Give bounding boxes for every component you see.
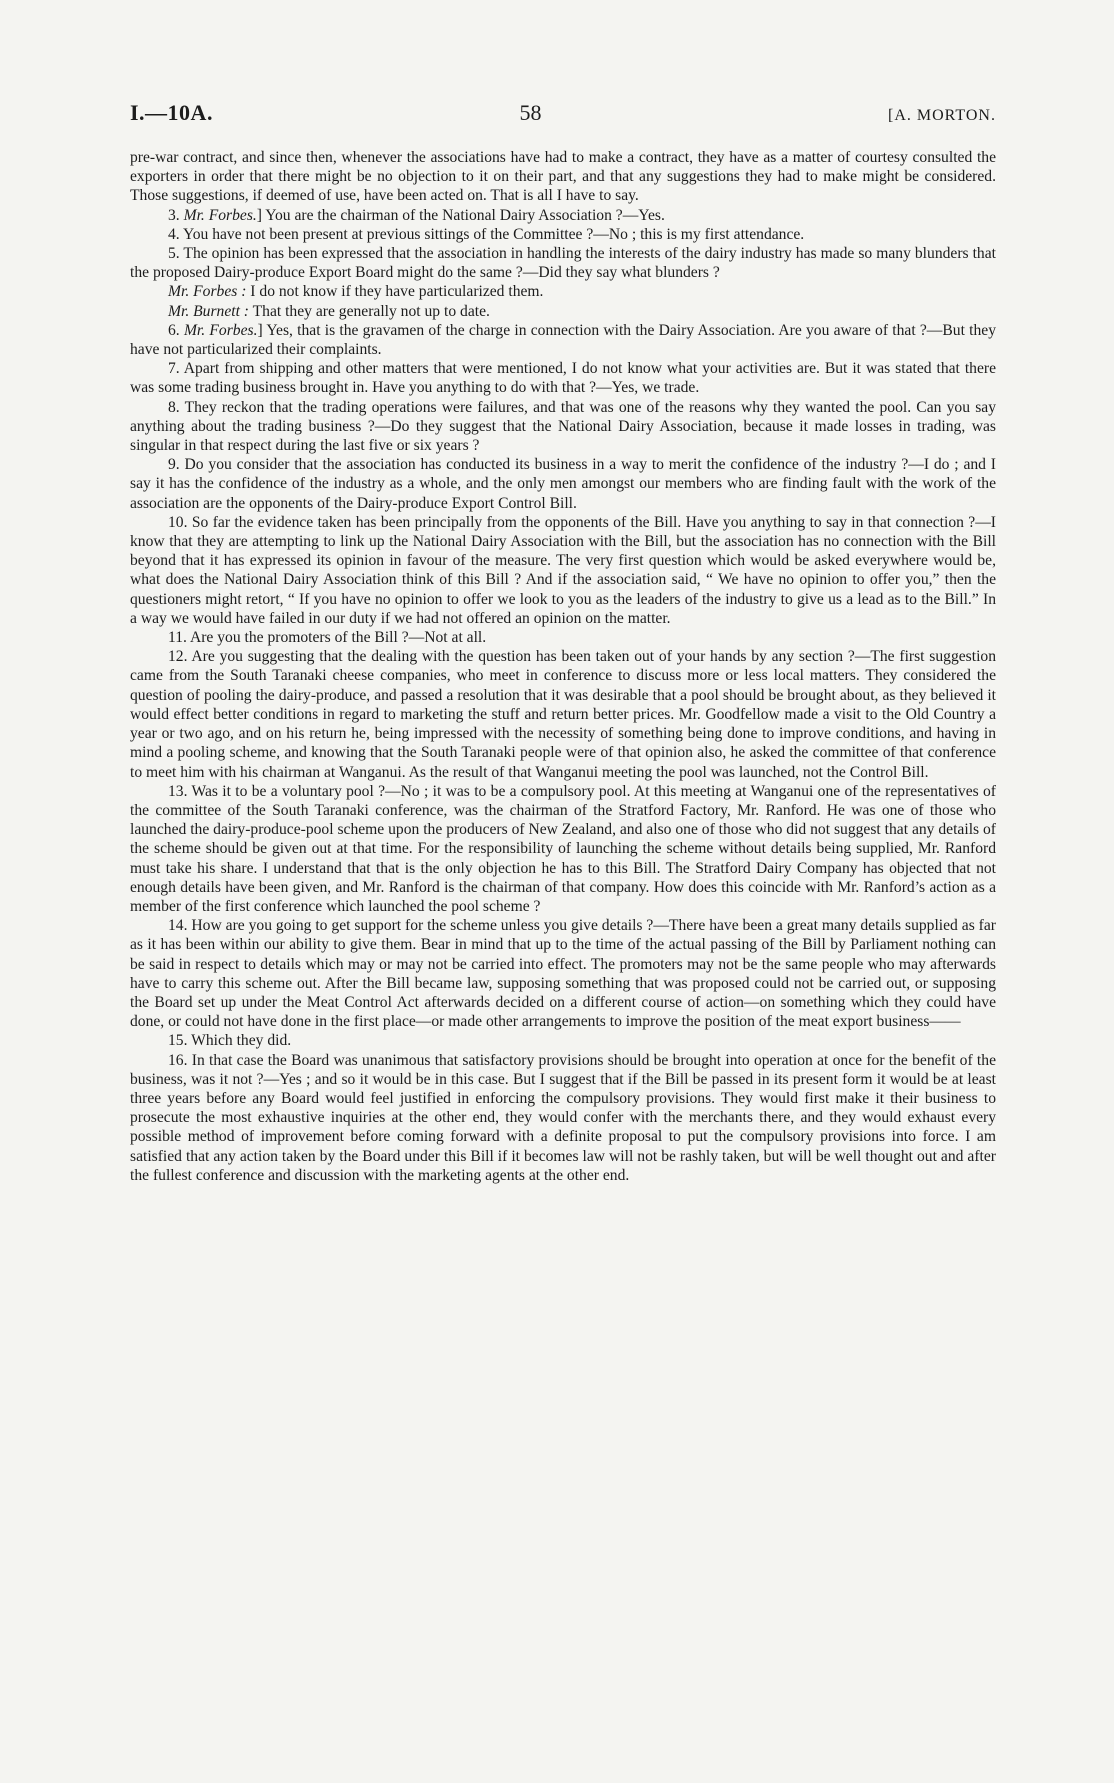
paragraph: 12. Are you suggesting that the dealing with the question has been taken out of your hands by any section ?—The first suggestion came from the South Taranaki cheese companies, who meet in conference to discuss more or less local matters. They considered the question of pooling the dairy-produce, and passed a resolution that it was desirable that a pool should be brought about, as they believed it would effect better conditions in regard to marketing the stuff and return better prices. Mr. Goodfellow made a visit to the Old Country a year or two ago, and on his return he, being impressed with the necessity of something being done to improve conditions, and having in mind a pooling scheme, and knowing that the South Taranaki people were of that opinion also, he asked the committee of that conference to meet him with his chairman at Wanganui. As the result of that Wanganui meeting the pool was launched, not the Control Bill. [130, 648, 996, 781]
paragraph: 7. Apart from shipping and other matters that were mentioned, I do not know what your activities are. But it was stated that there was some trading business brought in. Have you anything to do with that ?—Yes, we trade. [130, 360, 996, 397]
paragraph: 6. Mr. Forbes.] Yes, that is the gravamen of the charge in connection with the Dairy Association. Are you aware of that ?—But they have not particularized their complaints. [130, 321, 997, 359]
witness-name: [A. MORTON. [888, 107, 996, 124]
speaker-name: Mr. Forbes : [168, 283, 247, 301]
speaker-name: Mr. Forbes. [183, 206, 257, 224]
paragraph: 11. Are you the promoters of the Bill ?—Not at all. [168, 629, 487, 647]
paragraph: Mr. Forbes : I do not know if they have particularized them. [168, 283, 544, 301]
speaker-name: Mr. Forbes. [183, 321, 258, 339]
paragraph: 14. How are you going to get support for the scheme unless you give details ?—There have been a great many details supplied as far as it has been within our ability to give them. Bear in mind that up to the time of the actual passing of the Bill by Parliament nothing can be said in respect to details which may or may not be carried into effect. The promoters may not be the same people who may afterwards have to carry this scheme out. After the Bill became law, supposing something that was proposed could not be carried out, or supposing the Board set up under the Meat Control Act afterwards decided on a different course of action—on something which they could have done, or could not have done in the first place—or made other arrangements to improve the position of the meat export business—— [130, 917, 996, 1031]
paragraph: 13. Was it to be a voluntary pool ?—No ; it was to be a compulsory pool. At this meeting at Wanganui one of the representatives of the committee of the South Taranaki conference, was the chairman of the Stratford Factory, Mr. Ranford. He was one of those who launched the dairy-produce-pool scheme upon the producers of New Zealand, and also one of those who did not suggest that any details of the scheme should be given out at that time. For the responsibility of launching the scheme without details being supplied, Mr. Ranford must take his share. I understand that that is the only objection he has to this Bill. The Stratford Dairy Company has objected that not enough details have been given, and Mr. Ranford is the chairman of that company. How does this coincide with Mr. Ranford’s action as a member of the first conference which launched the pool scheme ? [130, 782, 996, 915]
paragraph: 9. Do you consider that the association has conducted its business in a way to merit the confidence of the industry ?—I do ; and I say it has the confidence of the industry as a whole, and the only men amongst our members who are finding fault with the work of the association are the opponents of the Dairy-produce Export Control Bill. [130, 456, 996, 512]
document-body [130, 148, 996, 1185]
report-reference: I.—10A. [130, 100, 213, 125]
paragraph: 16. In that case the Board was unanimous that satisfactory provisions should be brought into operation at once for the benefit of the business, was it not ?—Yes ; and so it would be in this case. But I suggest that if the Bill be passed in its present form it would be at least three years before any Board would feel justified in enforcing the compulsory provisions. They would first make it their business to prosecute the most exhaustive inquiries at the other end, they would confer with the merchants there, and they would exhaust every possible method of improvement before coming forward with a definite proposal to put the compulsory provisions into force. I am satisfied that any action taken by the Board under this Bill if it becomes law will not be rashly taken, but will be well thought out and after the fullest conference and discussion with the marketing agents at the other end. [130, 1051, 996, 1184]
page-header [130, 100, 996, 136]
speaker-name: Mr. Burnett : [168, 302, 249, 320]
paragraph: 4. You have not been present at previous sittings of the Committee ?—No ; this is my first attendance. [168, 225, 805, 243]
paragraph: Mr. Burnett : That they are generally not up to date. [168, 302, 490, 320]
paragraph: pre-war contract, and since then, whenever the associations have had to make a contract, they have as a matter of courtesy consulted the exporters in order that there might be no objection to it on their part, and that any suggestions they had to make might be considered. Those suggestions, if deemed of use, have been acted on. That is all I have to say. [130, 149, 996, 205]
paragraph: 10. So far the evidence taken has been principally from the opponents of the Bill. Have you anything to say in that connection ?—I know that they are attempting to link up the National Dairy Association with the Bill, but the association has no connection with the Bill beyond that it has expressed its opinion in favour of the measure. The very first question which would be asked everywhere would be, what does the National Dairy Association think of this Bill ? And if the association said, “ We have no opinion to offer you,” then the questioners might retort, “ If you have no opinion to offer we look to you as the leaders of the industry to give us a lead as to the Bill.” In a way we would have failed in our duty if we had not offered an opinion on the matter. [130, 513, 996, 627]
paragraph: 15. Which they did. [168, 1032, 292, 1050]
paragraph: 5. The opinion has been expressed that the association in handling the interests of the dairy industry has made so many blunders that the proposed Dairy-produce Export Board might do the same ?—Did they say what blunders ? [130, 245, 996, 282]
paragraph: 3. Mr. Forbes.] You are the chairman of the National Dairy Association ?—Yes. [168, 206, 665, 224]
paragraph: 8. They reckon that the trading operations were failures, and that was one of the reasons why they wanted the pool. Can you say anything about the trading business ?—Do they suggest that the National Dairy Association, because it made losses in trading, was singular in that respect during the last five or six years ? [130, 398, 996, 455]
page-number: 58 [519, 100, 542, 125]
